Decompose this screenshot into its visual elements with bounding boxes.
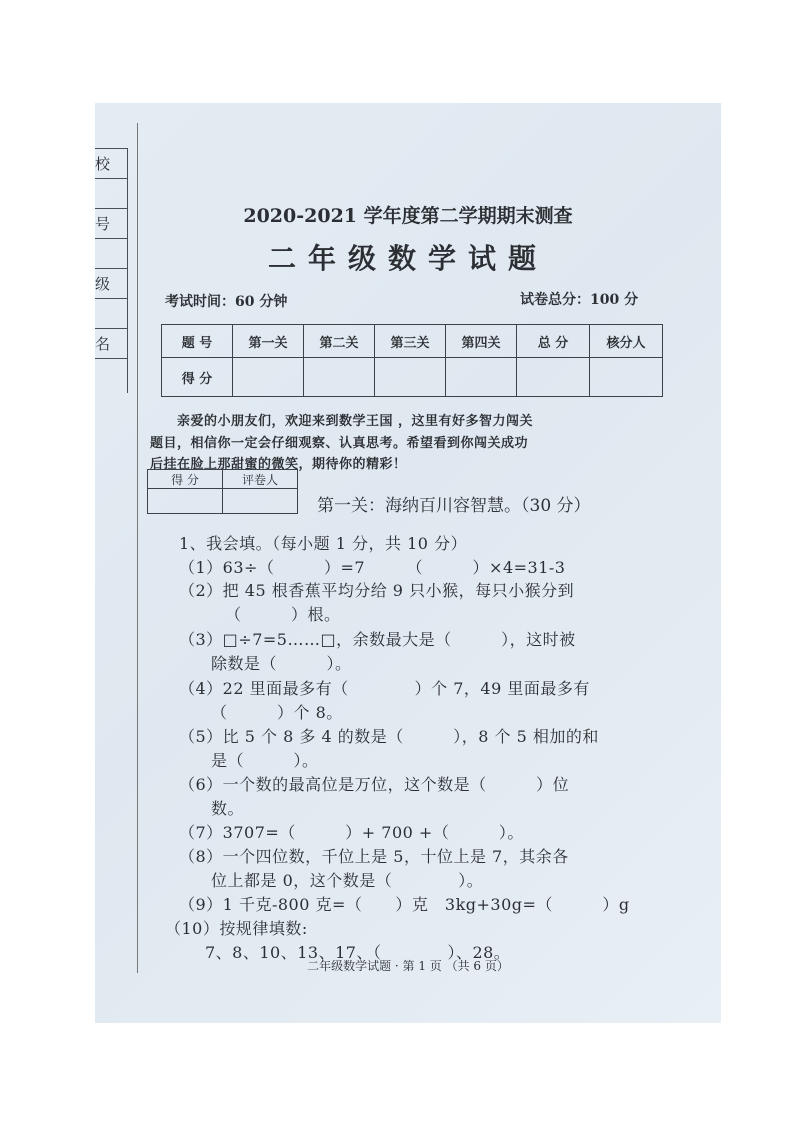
question-line: （10）按规律填数: xyxy=(165,919,308,938)
score-table-score-row xyxy=(162,358,663,397)
question-line: 是（ ）。 xyxy=(211,751,319,770)
question-line: 数。 xyxy=(211,799,245,818)
question-heading: 1、我会填。（每小题 1 分，共 10 分） xyxy=(179,534,468,553)
score-cell[interactable] xyxy=(304,358,375,397)
class-field xyxy=(95,298,127,329)
header-cell: 第四关 xyxy=(446,325,517,358)
grader-cell[interactable] xyxy=(223,489,298,514)
question-line: （5）比 5 个 8 多 4 的数是（ ），8 个 5 相加的和 xyxy=(179,727,599,746)
intro-line: 亲爱的小朋友们，欢迎来到数学王国 ，这里有好多智力闯关 xyxy=(177,414,534,429)
section-title: 第一关：海纳百川容智慧。（30 分） xyxy=(317,496,591,516)
header-cell: 第三关 xyxy=(375,325,446,358)
question-line: （6）一个数的最高位是万位，这个数是（ ）位 xyxy=(179,775,570,794)
question-line: （9）1 千克-800 克=（ ）克 3kg+30g=（ ）g xyxy=(179,895,630,914)
grader-label: 评卷人 xyxy=(223,470,298,489)
header-cell: 题 号 xyxy=(162,325,233,358)
question-line: （8）一个四位数，千位上是 5，十位上是 7，其余各 xyxy=(179,847,569,866)
question-line: （2）把 45 根香蕉平均分给 9 只小猴，每只小猴分到 xyxy=(179,581,575,600)
school-label: 校 xyxy=(95,148,127,179)
question-line: （3）□÷7=5……□，余数最大是（ ），这时被 xyxy=(179,630,576,649)
question-line: （7）3707=（ ）+ 700 +（ ）。 xyxy=(179,823,524,842)
total-score: 试卷总分：100 分 xyxy=(520,292,639,308)
question-line: （ ）根。 xyxy=(225,605,341,624)
score-table xyxy=(161,324,663,397)
question-line: 除数是（ ）。 xyxy=(211,654,352,673)
score-cell[interactable] xyxy=(233,358,304,397)
question-line: （1）63÷（ ）=7 （ ）×4=31-3 xyxy=(179,558,566,577)
exam-title: 2020-2021 学年度第二学期期末测查 xyxy=(243,205,573,227)
exam-paper xyxy=(95,103,721,1023)
page-footer: 二年级数学试题 · 第 1 页 （共 6 页） xyxy=(307,959,509,973)
score-label: 得 分 xyxy=(148,470,223,489)
name-label: 名 xyxy=(95,328,127,359)
grader-box xyxy=(147,469,298,514)
header-cell: 第二关 xyxy=(304,325,375,358)
question-line: （4）22 里面最多有（ ）个 7，49 里面最多有 xyxy=(179,679,590,698)
class-label: 级 xyxy=(95,268,127,299)
intro-line: 后挂在脸上那甜蜜的微笑，期待你的精彩！ xyxy=(150,457,407,472)
score-cell[interactable] xyxy=(517,358,590,397)
row-label: 得 分 xyxy=(162,358,233,397)
header-cell: 第一关 xyxy=(233,325,304,358)
exam-time: 考试时间：60 分钟 xyxy=(165,294,288,310)
intro-line: 题目，相信你一定会仔细观察、认真思考。希望看到你闯关成功 xyxy=(150,436,529,451)
question-line: （ ）个 8。 xyxy=(211,703,343,722)
score-cell[interactable] xyxy=(446,358,517,397)
name-field xyxy=(95,358,127,389)
number-label: 号 xyxy=(95,208,127,239)
section-score-cell[interactable] xyxy=(148,489,223,514)
question-line: 7、8、10、13、17、（ ）、28。 xyxy=(205,943,511,962)
score-cell[interactable] xyxy=(375,358,446,397)
header-cell: 核分人 xyxy=(590,325,663,358)
score-table-header-row xyxy=(162,325,663,358)
header-cell: 总 分 xyxy=(517,325,590,358)
score-cell[interactable] xyxy=(590,358,663,397)
question-line: 位上都是 0，这个数是（ ）。 xyxy=(211,871,484,890)
paper-title: 二年级数学试题 xyxy=(267,242,548,275)
